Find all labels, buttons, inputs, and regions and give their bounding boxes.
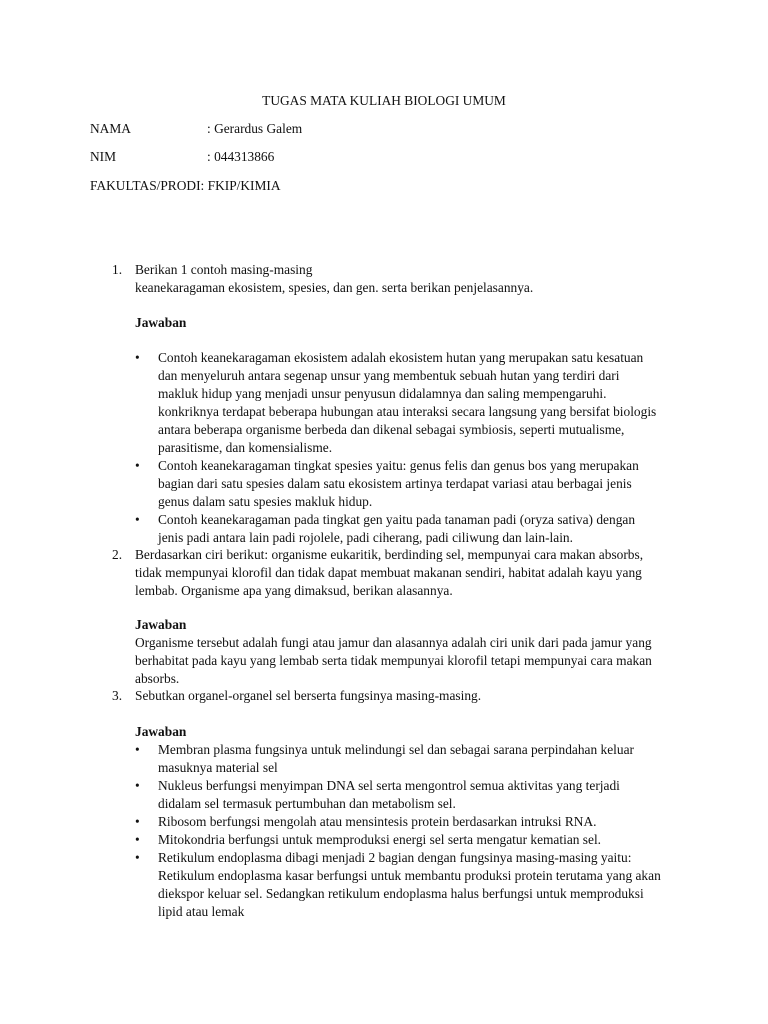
fakultas-value: FKIP/KIMIA xyxy=(207,178,281,193)
list-item-line: makluk hidup yang menjadi unsur penyusun didalamnya dan saling mempengaruhi. xyxy=(158,386,607,401)
list-item-line: bagian dari satu spesies dalam satu ekosistem artinya terdapat variasi atau berbagai jenis xyxy=(158,476,632,491)
list-item-line: Nukleus berfungsi menyimpan DNA sel serta mengontrol semua aktivitas yang terjadi xyxy=(158,778,620,793)
nama-value: : Gerardus Galem xyxy=(207,121,303,136)
list-item-line: diekspor keluar sel. Sedangkan retikulum endoplasma halus berfungsi untuk memproduksi xyxy=(158,886,644,901)
answer-list-1 xyxy=(135,349,680,547)
bullet-icon: • xyxy=(135,512,140,527)
list-item xyxy=(135,349,680,457)
list-item xyxy=(135,511,680,547)
list-item xyxy=(135,777,680,813)
list-item-line: masuknya material sel xyxy=(158,760,278,775)
question-line: keanekaragaman ekosistem, spesies, dan gen. serta berikan penjelasannya. xyxy=(135,280,534,295)
bullet-icon: • xyxy=(135,458,140,473)
nim-value: : 044313866 xyxy=(207,149,275,164)
question-line: Berdasarkan ciri berikut: organisme eukaritik, berdinding sel, mempunyai cara makan absorbs, xyxy=(135,547,644,562)
list-item xyxy=(135,457,680,511)
list-item-line: jenis padi antara lain padi rojolele, padi ciherang, padi ciliwung dan lain-lain. xyxy=(158,530,573,545)
nim-row xyxy=(90,148,274,166)
list-item xyxy=(135,831,680,849)
question-1 xyxy=(112,261,712,297)
list-item-line: Ribosom berfungsi mengolah atau mensintesis protein berdasarkan intruksi RNA. xyxy=(158,814,597,829)
document-title: TUGAS MATA KULIAH BIOLOGI UMUM xyxy=(262,93,506,108)
question-number: 1. xyxy=(112,262,123,277)
list-item-line: konkriknya terdapat beberapa hubungan atau interaksi secara langsung yang bersifat biologis xyxy=(158,404,657,419)
list-item-line: Contoh keanekaragaman pada tingkat gen yaitu pada tanaman padi (oryza sativa) dengan xyxy=(158,512,636,527)
list-item-line: didalam sel termasuk pertumbuhan dan metabolism sel. xyxy=(158,796,456,811)
answer-heading-1: Jawaban xyxy=(135,315,187,330)
list-item-line: Membran plasma fungsinya untuk melindungi sel dan sebagai sarana perpindahan keluar xyxy=(158,742,634,757)
list-item-line: Retikulum endoplasma kasar berfungsi untuk membantu produksi protein terutama yang akan xyxy=(158,868,661,883)
fakultas-label: FAKULTAS/PRODI: xyxy=(90,178,205,193)
question-3 xyxy=(112,687,712,705)
list-item-line: Retikulum endoplasma dibagi menjadi 2 bagian dengan fungsinya masing-masing yaitu: xyxy=(158,850,632,865)
answer-paragraph-2 xyxy=(135,634,675,688)
bullet-icon: • xyxy=(135,850,140,865)
answer-list-3 xyxy=(135,741,680,921)
fakultas-row xyxy=(90,177,281,195)
list-item-line: Contoh keanekaragaman ekosistem adalah ekosistem hutan yang merupakan satu kesatuan xyxy=(158,350,644,365)
list-item-line: dan menyeluruh antara segenap unsur yang membentuk sebuah hutan yang terdiri dari xyxy=(158,368,620,383)
nama-row xyxy=(90,120,302,138)
answer-heading-2: Jawaban xyxy=(135,617,187,632)
list-item-line: genus dalam satu spesies makluk hidup. xyxy=(158,494,373,509)
answer-heading-3: Jawaban xyxy=(135,724,187,739)
question-line: tidak mempunyai klorofil dan tidak dapat membuat makanan sendiri, habitat adalah kayu yang xyxy=(135,565,642,580)
bullet-icon: • xyxy=(135,350,140,365)
question-number: 2. xyxy=(112,547,123,562)
question-number: 3. xyxy=(112,688,123,703)
list-item xyxy=(135,741,680,777)
question-2 xyxy=(112,546,712,600)
nama-label: NAMA xyxy=(90,121,131,136)
question-line: Sebutkan organel-organel sel berserta fungsinya masing-masing. xyxy=(135,688,482,703)
nim-label: NIM xyxy=(90,149,117,164)
answer-line: absorbs. xyxy=(135,671,180,686)
bullet-icon: • xyxy=(135,832,140,847)
bullet-icon: • xyxy=(135,778,140,793)
question-line: Berikan 1 contoh masing-masing xyxy=(135,262,313,277)
list-item xyxy=(135,813,680,831)
bullet-icon: • xyxy=(135,814,140,829)
question-line: lembab. Organisme apa yang dimaksud, berikan alasannya. xyxy=(135,583,453,598)
answer-line: berhabitat pada kayu yang lembab serta tidak mempunyai klorofil tetapi mempunyai cara makan xyxy=(135,653,652,668)
bullet-icon: • xyxy=(135,742,140,757)
list-item xyxy=(135,849,680,921)
list-item-line: lipid atau lemak xyxy=(158,904,245,919)
list-item-line: Mitokondria berfungsi untuk memproduksi energi sel serta mengatur kematian sel. xyxy=(158,832,602,847)
list-item-line: antara beberapa organisme berbeda dan dikenal sebagai symbiosis, seperti mutualisme, xyxy=(158,422,625,437)
list-item-line: Contoh keanekaragaman tingkat spesies yaitu: genus felis dan genus bos yang merupakan xyxy=(158,458,639,473)
answer-line: Organisme tersebut adalah fungi atau jamur dan alasannya adalah ciri unik dari pada jamur yang xyxy=(135,635,652,650)
list-item-line: parasitisme, dan komensialisme. xyxy=(158,440,333,455)
